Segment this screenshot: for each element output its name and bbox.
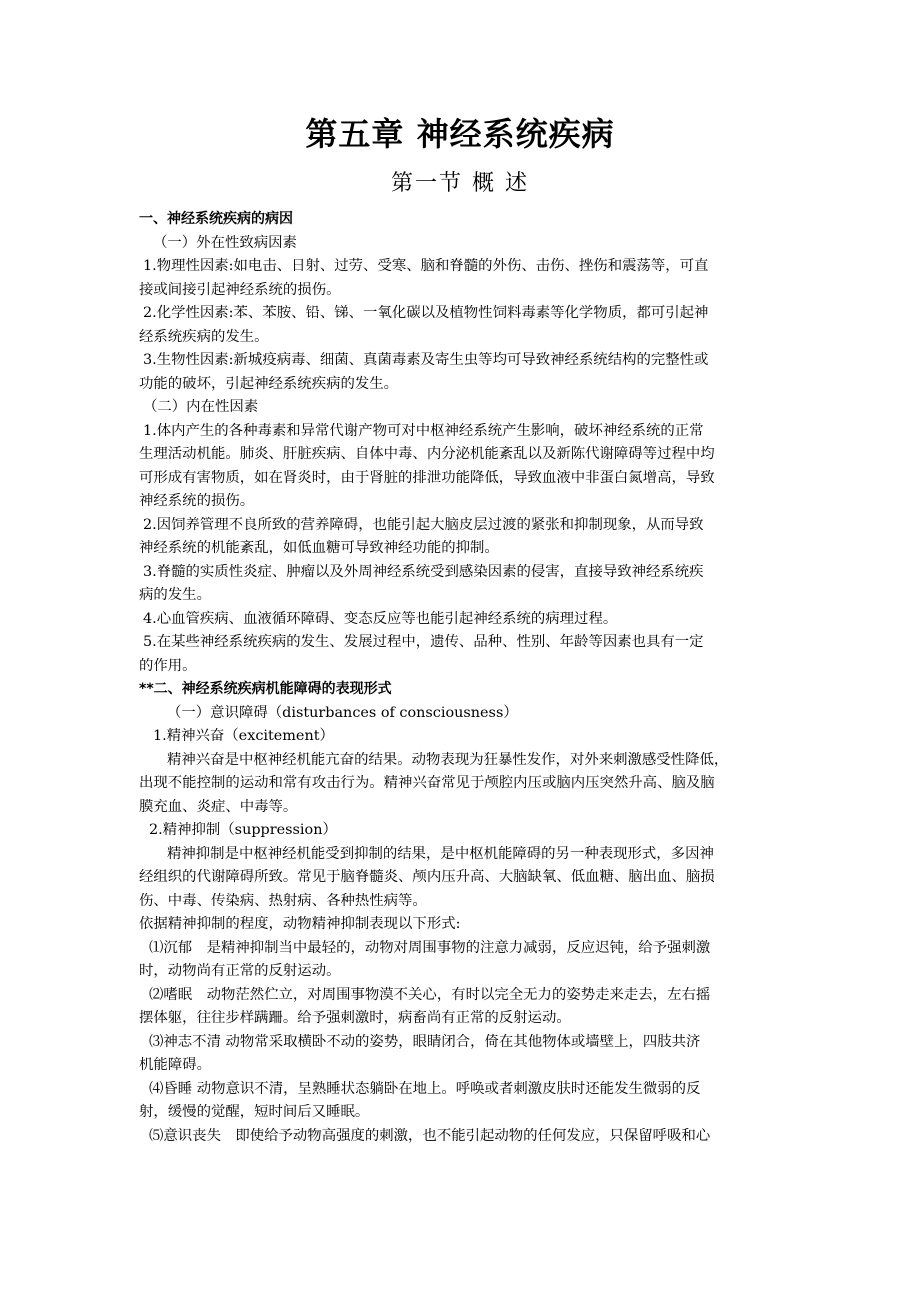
text-line: 神经系统的机能紊乱，如低血糖可导致神经功能的抑制。 [139,540,499,556]
text-line: 接或间接引起神经系统的损伤。 [139,281,341,298]
text-line: ⑵嗜眠 动物茫然伫立，对周围事物漠不关心，有时以完全无力的姿势走来走去，左右摇 [149,986,711,1003]
text-line: 伤、中毒、传染病、热射病、各种热性病等。 [139,892,427,909]
chapter-title: 第五章 神经系统疾病 [305,115,615,153]
text-line: 膜充血、炎症、中毒等。 [139,798,298,815]
text-line: 经系统疾病的发生。 [139,328,269,345]
text-line: 机能障碍。 [139,1057,211,1073]
text-line: 精神兴奋是中枢神经机能亢奋的结果。动物表现为狂暴性发作，对外来刺激感受性降低， [167,751,729,768]
text-line: 2.因饲养管理不良所致的营养障碍，也能引起大脑皮层过渡的紧张和抑制现象，从而导致 [143,516,704,533]
text-line: 1.物理性因素:如电击、日射、过劳、受寒、脑和脊髓的外伤、击伤、挫伤和震荡等，可直 [143,258,709,274]
text-line: ⑷昏睡 动物意识不清，呈熟睡状态躺卧在地上。呼唤或者刺激皮肤时还能发生微弱的反 [149,1080,701,1097]
text-line: 病的发生。 [139,587,211,603]
text-line: 生理活动机能。肺炎、肝脏疾病、自体中毒、内分泌机能紊乱以及新陈代谢障碍等过程中均 [139,446,715,462]
text-line: ⑴沉郁 是精神抑制当中最轻的，动物对周围事物的注意力减弱，反应迟钝，给予强刺激 [149,939,711,956]
text-line: 1.精神兴奋（excitement） [153,728,334,744]
text-line: 2.化学性因素:苯、苯胺、铅、锑、一氧化碳以及植物性饲料毒素等化学物质，都可引起神 [143,305,709,321]
text-line: 5.在某些神经系统疾病的发生、发展过程中，遗传、品种、性别、年龄等因素也具有一定 [143,634,704,650]
text-line: 1.体内产生的各种毒素和异常代谢产物可对中枢神经系统产生影响，破坏神经系统的正常 [143,422,704,439]
text-line: 神经系统的损伤。 [139,493,255,509]
section-title: 第一节 概 述 [391,171,529,196]
text-line: （一）意识障碍（disturbances of consciousness） [167,704,518,721]
text-line: 依据精神抑制的程度，动物精神抑制表现以下形式: [139,916,461,932]
text-line: 出现不能控制的运动和常有攻击行为。精神兴奋常见于颅腔内压或脑内压突然升高、脑及脑 [139,775,715,791]
text-line: 精神抑制是中枢神经机能受到抑制的结果，是中枢机能障碍的另一种表现形式，多因神 [167,845,714,862]
text-line: 功能的破坏，引起神经系统疾病的发生。 [139,375,399,392]
text-line: 射，缓慢的觉醒，短时间后又睡眠。 [139,1104,370,1120]
text-line: 摆体躯，往往步样蹒跚。给予强刺激时，病畜尚有正常的反射运动。 [139,1010,571,1026]
text-line: 时，动物尚有正常的反射运动。 [139,963,341,979]
text-line: 3.脊髓的实质性炎症、肿瘤以及外周神经系统受到感染因素的侵害，直接导致神经系统疾 [143,563,704,580]
text-line: 经组织的代谢障碍所致。常见于脑脊髓炎、颅内压升高、大脑缺氧、低血糖、脑出血、脑损 [139,869,715,885]
text-line: 4.心血管疾病、血液循环障碍、变态反应等也能引起神经系统的病理过程。 [143,610,618,627]
text-line: 的作用。 [139,657,197,674]
text-line: 2.精神抑制（suppression） [149,822,337,838]
text-line: （一）外在性致病因素 [153,234,297,251]
text-line: ⑶神志不清 动物常采取横卧不动的姿势，眼睛闭合，倚在其他物体或墙壁上，四肢共济 [149,1033,701,1050]
text-line: ⑸意识丧失 即使给予动物高强度的刺激，也不能引起动物的任何发应，只保留呼吸和心 [149,1127,711,1144]
heading-line: 一、神经系统疾病的病因 [139,211,293,227]
text-line: 3.生物性因素:新城疫病毒、细菌、真菌毒素及寄生虫等均可导致神经系统结构的完整性或 [143,352,709,368]
heading-line: **二、神经系统疾病机能障碍的表现形式 [139,681,392,697]
text-line: 可形成有害物质，如在肾炎时，由于肾脏的排泄功能降低，导致血液中非蛋白氮增高，导致 [139,469,715,486]
document-body [139,208,804,1148]
text-line: （二）内在性因素 [143,399,259,415]
